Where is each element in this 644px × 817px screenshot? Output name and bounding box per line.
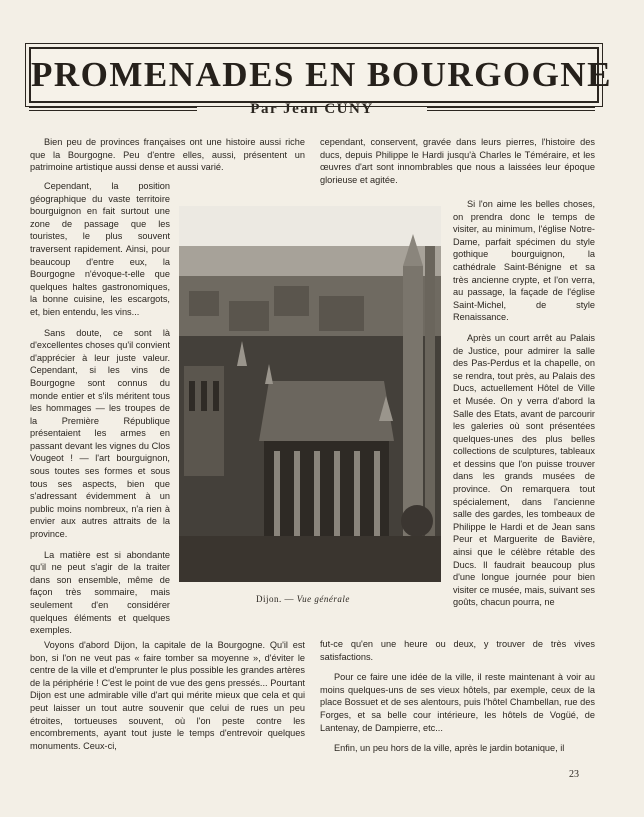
paragraph: Bien peu de provinces françaises ont une histoire aussi riche que la Bourgogne. Peu d'entre elles, aussi, présentent un patrimoine artistique aussi dense et aussi varié. [30,137,305,173]
column-left-intro [30,136,305,182]
title-frame [29,47,612,103]
paragraph: Enfin, un peu hors de la ville, après le jardin botanique, il [334,743,565,754]
column-right-intro [320,136,595,194]
column-left-narrow [30,180,170,645]
column-right-narrow [453,198,595,617]
dijon-cityscape-photo [179,206,441,582]
paragraph: Sans doute, ce sont là d'excellentes choses qu'il convient d'apprécier à leur juste valeur. Cependant, si les vins de Bourgogne sont connus du monde entier et s'ils méritent tous les hommages — les troupes de la Première République présentaient les armes en passant devant les vignes du Clos Vougeot ! — l'art bourguignon, sous toutes ses formes et sous tous ses aspects, bien que s'adressant évidemment à un public moins nombreux, n'a rien à envier aux autres attraits de la province. [30,327,170,540]
byline-rule-right [427,106,595,111]
paragraph: Après un court arrêt au Palais de Justice, pour admirer la salle des Pas-Perdus et la chapelle, on se rendra, tout près, au Palais des Ducs, actuellement Hôtel de Ville et Musée. On y verra d'abord la Salle des Etats, avant de parcourir les galeries où sont présentées quelques-unes des plus belles collections de sculptures, tableaux et dessins que l'on puisse trouver dans les grands musées de province. On remarquera tout spécialement, dans l'ancienne salle des gardes, les tombeaux de Philippe le Hardi et de Jean sans Peur et Marguerite de Bavière, ainsi que le célèbre rétable des Ducs. Il faudrait beaucoup plus d'une longue journée pour bien visiter ce musée, mais, suivant ses goûts, chacun pourra, ne [453,332,595,608]
paragraph: fut-ce qu'en une heure ou deux, y trouver de très vives satisfactions. [320,639,595,662]
photo-caption [256,594,350,604]
paragraph: Voyons d'abord Dijon, la capitale de la Bourgogne. Qu'il est bon, si l'on ne veut pas « faire tomber sa moyenne », d'éviter le centre de la ville et d'emprunter le plus possible les grandes artères de la périphérie ! C'est le point de vue des gens pressés... Pourtant Dijon est une admirable ville d'art qui mérite mieux que cela et qui peut laisser un tout autre souvenir que celui de rues un peu étroites, tortueuses souvent, où l'on peste contre les encombrements, ayant tout juste le temps d'entrevoir quelques monuments. Ceux-ci, [30,640,305,751]
byline-row [29,103,595,119]
photo-illustration [179,206,441,582]
caption-place: Dijon. [256,594,282,604]
paragraph: Pour ce faire une idée de la ville, il reste maintenant à voir au moins quelques-uns de ses vieux hôtels, par exemple, ceux de la place Bossuet et de ses alentours, puis l'hôtel Chambellan, rue des Forges, et sa belle cour intérieure, les hôtels de Vogüé, de Lantenay, de Dampierre, etc... [320,672,595,733]
paragraph: cependant, conservent, gravée dans leurs pierres, l'histoire des ducs, depuis Philippe le Hardi jusqu'à Charles le Téméraire, et les œuvres d'art sont innombrables que nous a laissées leur époque glorieuse et agitée. [320,137,595,185]
column-left-bottom [30,639,305,760]
page-title: PROMENADES EN BOURGOGNE [31,55,612,94]
author-byline: Par Jean CUNY [250,101,374,117]
caption-text: Vue générale [296,594,350,604]
column-right-bottom [320,638,595,763]
paragraph: Si l'on aime les belles choses, on prendra donc le temps de visiter, au minimum, l'église Notre-Dame, parfait spécimen du style gothique bourguignon, la cathédrale Saint-Bénigne et sa très ancienne crypte, et l'on verra, au passage, la façade de l'église Saint-Michel, de style Renaissance. [453,199,595,323]
paragraph: La matière est si abondante qu'il ne peut s'agir de la traiter dans son ensemble, même de façon très sommaire, mais seulement d'en considérer quelques éléments et quelques exemples. [30,549,170,636]
page-number: 23 [569,769,579,780]
caption-separator: — [284,594,295,604]
paragraph: Cependant, la position géographique du vaste territoire bourguignon en fait surtout une zone de passage que les touristes, le plus souvent traversent rapidement. Ainsi, pour beaucoup d'entre eux, la Bourgogne n'évoque-t-elle que quelques haltes gastronomiques, la bonne cuisine, les escargots, et, bien entendu, les vins... [30,181,170,317]
